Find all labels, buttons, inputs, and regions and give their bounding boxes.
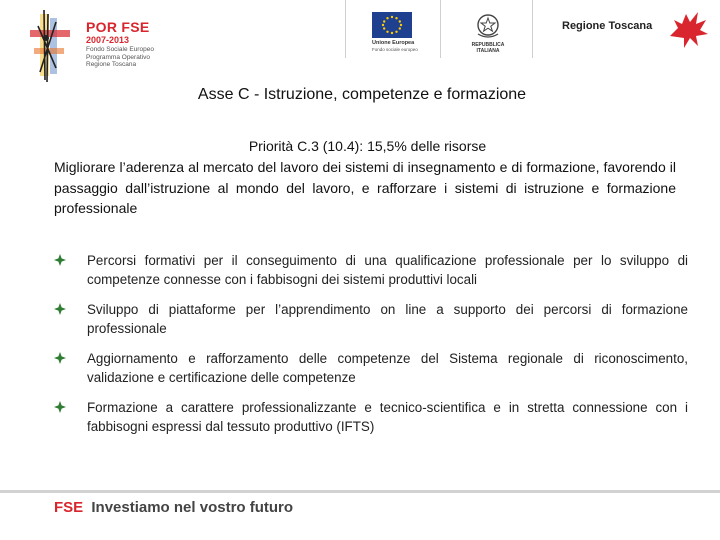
footer-fse-tag: FSE xyxy=(54,499,84,516)
eu-label: Unione Europea xyxy=(372,40,415,46)
regione-toscana-pegasus-logo xyxy=(664,6,712,50)
footer-divider xyxy=(0,490,720,493)
priority-heading: Priorità C.3 (10.4): 15,5% delle risorse xyxy=(248,138,487,154)
eu-sublabel: Fondo sociale europeo xyxy=(372,46,418,52)
por-fse-wordmark xyxy=(86,20,154,69)
header-divider xyxy=(440,0,441,58)
diamond-bullet-icon xyxy=(54,303,66,315)
eu-flag-icon xyxy=(372,12,412,38)
republic-logo-block xyxy=(460,12,516,54)
por-fse-subtitle-line: Programma Operativo xyxy=(86,53,150,61)
list-item-text: Aggiornamento e rafforzamento delle competenze del Sistema regionale di riconoscimento, validazione e certificazione delle competenze xyxy=(87,351,688,385)
diamond-bullet-icon xyxy=(54,352,66,364)
por-fse-subtitle-line: Fondo Sociale Europeo xyxy=(86,46,154,53)
diamond-bullet-icon xyxy=(54,254,66,266)
por-fse-subtitle-line: Regione Toscana xyxy=(86,61,137,68)
footer-slogan-text: Investiamo nel vostro futuro xyxy=(91,499,294,516)
por-fse-title: POR FSE xyxy=(86,19,150,35)
list-item xyxy=(54,398,688,436)
regione-toscana-label: Regione Toscana xyxy=(562,20,653,32)
bullet-list xyxy=(54,251,688,447)
header-divider xyxy=(532,0,533,58)
por-fse-logo xyxy=(22,8,78,86)
list-item xyxy=(54,300,688,338)
republic-label: REPUBBLICA ITALIANA xyxy=(471,42,505,54)
list-item-text: Formazione a carattere professionalizzante e tecnico-scientifica e in stretta connessione con i fabbisogni espressi dal tessuto produttivo (IFTS) xyxy=(87,400,688,434)
list-item xyxy=(54,349,688,387)
footer-slogan xyxy=(54,499,293,516)
list-item xyxy=(54,251,688,289)
header-bar xyxy=(0,0,720,70)
slide-title: Asse C - Istruzione, competenze e formazione xyxy=(197,86,527,103)
republic-emblem-icon xyxy=(474,12,502,40)
diamond-bullet-icon xyxy=(54,401,66,413)
header-divider xyxy=(345,0,346,58)
eu-logo-block xyxy=(372,12,418,52)
list-item-text: Sviluppo di piattaforme per l’apprendimento on line a supporto dei percorsi di formazione professionale xyxy=(87,302,688,336)
list-item-text: Percorsi formativi per il conseguimento di una qualificazione professionale per lo sviluppo di competenze connesse con i fabbisogni dei sistemi produttivi locali xyxy=(87,253,688,287)
intro-paragraph: Migliorare l’aderenza al mercato del lavoro dei sistemi di insegnamento e di formazione, favorendo il passaggio dall’istruzione al mondo del lavoro, e rafforzare i sistemi di istruzione e formazione professionale xyxy=(54,159,676,216)
por-fse-years: 2007-2013 xyxy=(86,35,130,45)
